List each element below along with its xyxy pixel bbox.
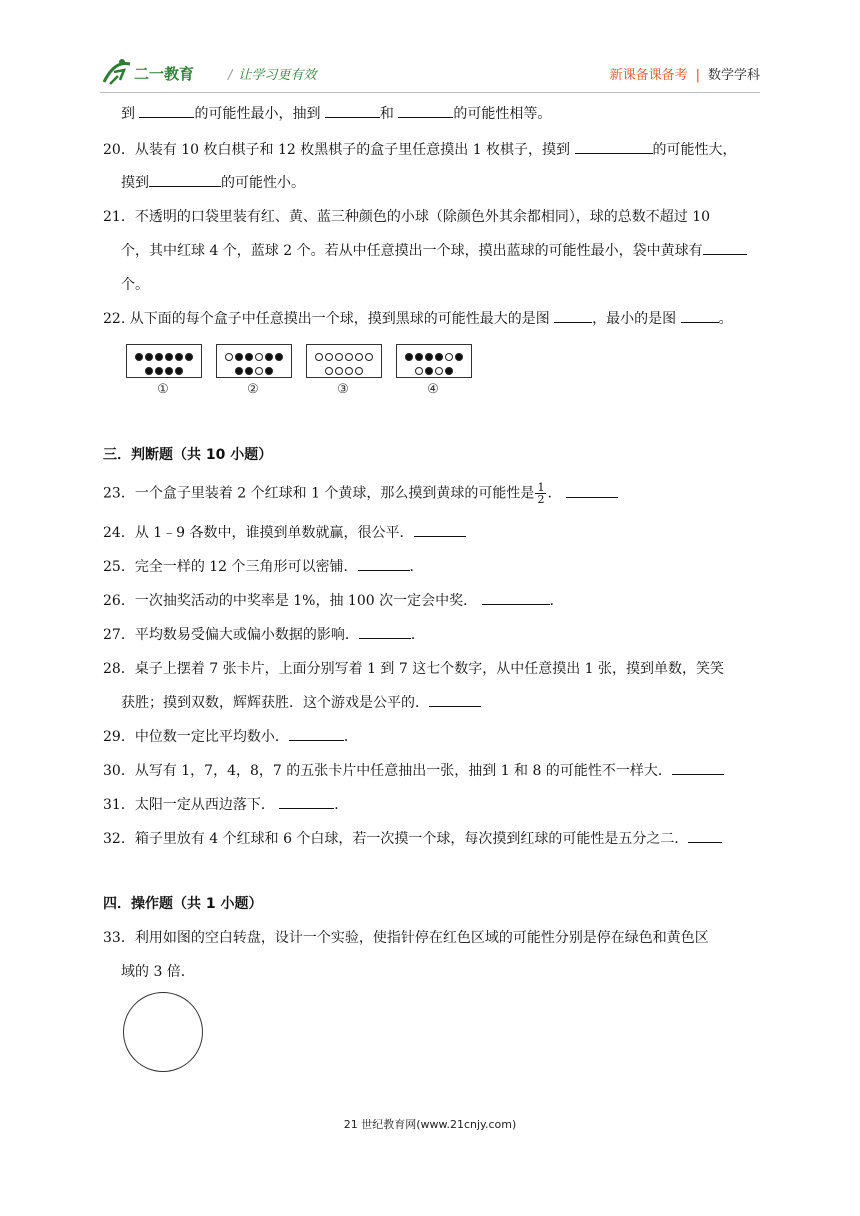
box-row-2 [307, 363, 381, 379]
black-ball [155, 367, 163, 375]
blank-spinner [123, 992, 203, 1072]
black-ball [445, 367, 453, 375]
blank [149, 173, 221, 187]
black-ball [145, 367, 153, 375]
black-ball [275, 353, 283, 361]
white-ball [325, 353, 333, 361]
ball-box-4 [396, 344, 472, 378]
white-ball [365, 353, 373, 361]
white-ball [255, 367, 263, 375]
blank [703, 241, 747, 255]
q25-line: 25．完全一样的 12 个三角形可以密铺． ． [103, 559, 424, 575]
page-header [100, 56, 760, 92]
q26-line: 26．一次抽奖活动的中奖率是 1%，抽 100 次一定会中奖． ． [103, 593, 564, 609]
q33-line1: 33．利用如图的空白转盘，设计一个实验，使指针停在红色区域的可能性分别是停在绿色和黄色区 [103, 930, 709, 946]
white-ball [415, 367, 423, 375]
logo-text: 二一教育 [134, 65, 195, 83]
white-ball [345, 367, 353, 375]
header-right-a: 新课备课备考 [609, 68, 688, 83]
black-ball [155, 353, 163, 361]
q32-line: 32．箱子里放有 4 个红球和 6 个白球，若一次摸一个球，每次摸到红球的可能性是五分之二． [103, 829, 722, 849]
white-ball [435, 367, 443, 375]
q30-line: 30．从写有 1，7，4，8，7 的五张卡片中任意抽出一张，抽到 1 和 8 的可能性不一样大． [103, 761, 724, 781]
black-ball [185, 353, 193, 361]
q21-line2: 个，其中红球 4 个，蓝球 2 个。若从中任意摸出一个球，摸出蓝球的可能性最小，袋中黄球有 [121, 241, 747, 261]
blank [398, 104, 453, 118]
black-ball [175, 353, 183, 361]
black-ball [235, 353, 243, 361]
black-ball [245, 353, 253, 361]
black-ball [235, 367, 243, 375]
blank [566, 484, 618, 498]
blank [672, 761, 724, 775]
blank [359, 625, 411, 639]
blank [575, 140, 653, 154]
white-ball [355, 367, 363, 375]
header-right-b: 数学学科 [707, 68, 760, 83]
q33-line2: 域的 3 倍． [121, 964, 195, 980]
q27-line: 27．平均数易受偏大或偏小数据的影响． ． [103, 627, 425, 643]
blank [681, 309, 719, 323]
black-ball [425, 367, 433, 375]
section-title-4: 四．操作题（共 1 小题） [103, 896, 263, 912]
blank [429, 693, 481, 707]
q23-line: 23．一个盒子里装着 2 个红球和 1 个黄球，那么摸到黄球的可能性是 $\frac{1}{2}$ ． [103, 482, 618, 505]
ball-box-1 [126, 344, 202, 378]
header-slogan: / 让学习更有效 [228, 68, 317, 83]
logo [100, 56, 220, 88]
box-label-1: ① [157, 382, 169, 397]
header-right: 新课备课备考 | 数学学科 [609, 68, 760, 83]
black-ball [145, 353, 153, 361]
blank [358, 557, 410, 571]
box-label-3: ③ [337, 382, 349, 397]
ball-boxes [126, 344, 486, 398]
q31-line: 31．太阳一定从西边落下． ． [103, 797, 349, 813]
section-title-3: 三．判断题（共 10 小题） [103, 447, 273, 463]
black-ball [265, 367, 273, 375]
q28-line2: 获胜；摸到双数，辉辉获胜．这个游戏是公平的． [121, 693, 481, 713]
blank [414, 523, 466, 537]
blank [482, 591, 550, 605]
white-ball [315, 353, 323, 361]
q22-line: 22. 从下面的每个盒子中任意摸出一个球，摸到黑球的可能性最大的是图 ，最小的是图 。 [103, 311, 733, 327]
black-ball [165, 367, 173, 375]
white-ball [345, 353, 353, 361]
q20-line1: 20．从装有 10 枚白棋子和 12 枚黑棋子的盒子里任意摸出 1 枚棋子，摸到 的可能性大， [103, 142, 737, 158]
white-ball [335, 353, 343, 361]
white-ball [255, 353, 263, 361]
black-ball [415, 353, 423, 361]
black-ball [455, 353, 463, 361]
box-label-4: ④ [427, 382, 439, 397]
black-ball [135, 353, 143, 361]
q20-line2: 摸到 的可能性小。 [121, 175, 305, 191]
fraction: $\frac{1}{2}$ [537, 481, 545, 506]
black-ball [425, 353, 433, 361]
black-ball [245, 367, 253, 375]
q21-line3: 个。 [121, 277, 149, 293]
black-ball [175, 367, 183, 375]
page-footer: 21 世纪教育网(www.21cnjy.com) [343, 1118, 517, 1131]
blank [325, 104, 380, 118]
blank [279, 795, 334, 809]
q24-line: 24．从 1﹣9 各数中，谁摸到单数就赢，很公平． [103, 523, 466, 543]
q21-line1: 21．不透明的口袋里装有红、黄、蓝三种颜色的小球（除颜色外其余都相同），球的总数不超过 10 [103, 209, 711, 225]
q29-line: 29．中位数一定比平均数小． ． [103, 729, 358, 745]
box-row-2 [397, 363, 471, 379]
q19-cont: 到 的可能性最小，抽到 和 的可能性相等。 [121, 106, 552, 122]
black-ball [165, 353, 173, 361]
white-ball [335, 367, 343, 375]
box-row-2 [127, 363, 201, 379]
ball-box-3 [306, 344, 382, 378]
black-ball [265, 353, 273, 361]
blank [139, 104, 194, 118]
white-ball [355, 353, 363, 361]
blank [554, 309, 592, 323]
black-ball [405, 353, 413, 361]
header-divider [100, 92, 760, 93]
white-ball [445, 353, 453, 361]
blank [289, 727, 344, 741]
q28-line1: 28．桌子上摆着 7 张卡片，上面分别写着 1 到 7 这七个数字，从中任意摸出 1 张，摸到单数，笑笑 [103, 661, 725, 677]
white-ball [325, 367, 333, 375]
ball-box-2 [216, 344, 292, 378]
box-label-2: ② [247, 382, 259, 397]
black-ball [435, 353, 443, 361]
box-row-2 [217, 363, 291, 379]
blank [688, 829, 722, 843]
white-ball [225, 353, 233, 361]
